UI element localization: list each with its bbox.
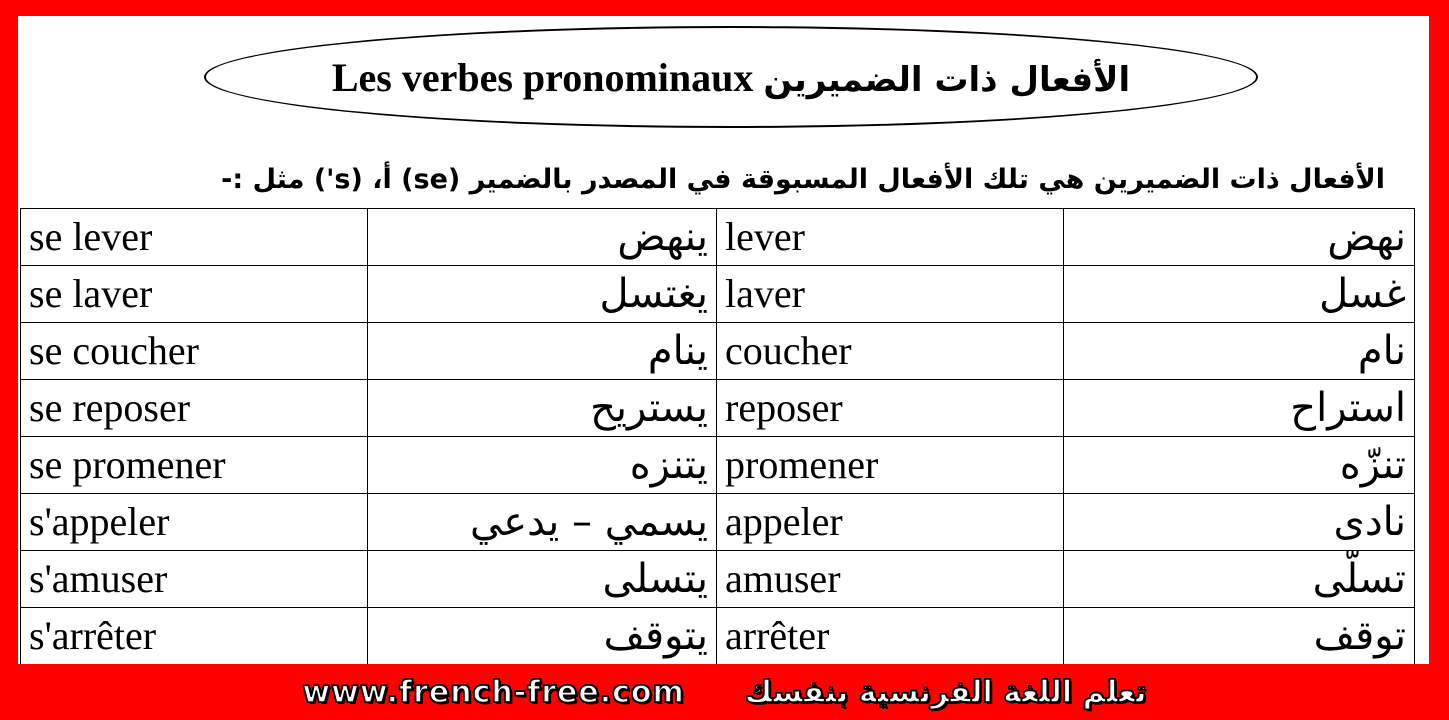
pronominal-verb-french: se reposer	[21, 380, 368, 437]
intro-sentence: الأفعال ذات الضميرين هي تلك الأفعال المسبوقة في المصدر بالضمير (se) أ، (s') مثل :-	[221, 164, 1385, 195]
table-row	[21, 494, 1415, 551]
table-row	[21, 551, 1415, 608]
pronominal-verb-french: s'arrêter	[21, 608, 368, 665]
table-row	[21, 437, 1415, 494]
pronominal-verb-arabic: يتنزه	[368, 437, 717, 494]
pronominal-verb-arabic: يتسلى	[368, 551, 717, 608]
verb-arabic: توقف	[1064, 608, 1415, 665]
title-arabic: الأفعال ذات الضميرين	[763, 59, 1131, 100]
verb-french: coucher	[717, 323, 1064, 380]
pronominal-verb-french: se laver	[21, 266, 368, 323]
pronominal-verb-french: s'amuser	[21, 551, 368, 608]
website-url[interactable]: www.french-free.com	[302, 674, 685, 710]
title-french: Les verbes pronominaux	[331, 54, 754, 100]
lesson-sheet	[18, 16, 1429, 664]
verb-french: amuser	[717, 551, 1064, 608]
pronominal-verb-french: se lever	[21, 209, 368, 266]
table-row	[21, 380, 1415, 437]
verb-french: reposer	[717, 380, 1064, 437]
pronominal-verb-arabic: ينهض	[368, 209, 717, 266]
verb-arabic: نهض	[1064, 209, 1415, 266]
slogan: تعلم اللغة الفرنسية بنفسك	[744, 674, 1147, 710]
verb-arabic: استراح	[1064, 380, 1415, 437]
verb-arabic: تنزّه	[1064, 437, 1415, 494]
pronominal-verb-arabic: يتوقف	[368, 608, 717, 665]
pronominal-verb-arabic: يغتسل	[368, 266, 717, 323]
table-row	[21, 323, 1415, 380]
table-row	[21, 266, 1415, 323]
title-ellipse	[204, 26, 1258, 128]
verb-french: promener	[717, 437, 1064, 494]
pronominal-verb-french: s'appeler	[21, 494, 368, 551]
verb-french: lever	[717, 209, 1064, 266]
table-row	[21, 209, 1415, 266]
verb-arabic: غسل	[1064, 266, 1415, 323]
pronominal-verb-arabic: يسمي – يدعي	[368, 494, 717, 551]
table-row	[21, 608, 1415, 665]
footer-banner	[0, 664, 1449, 720]
verb-arabic: تسلّى	[1064, 551, 1415, 608]
page-title	[332, 54, 1130, 101]
verb-arabic: نادى	[1064, 494, 1415, 551]
pronominal-verb-arabic: ينام	[368, 323, 717, 380]
pronominal-verb-french: se promener	[21, 437, 368, 494]
pronominal-verb-french: se coucher	[21, 323, 368, 380]
verb-french: appeler	[717, 494, 1064, 551]
verb-french: arrêter	[717, 608, 1064, 665]
verb-arabic: نام	[1064, 323, 1415, 380]
verb-french: laver	[717, 266, 1064, 323]
verbs-table	[20, 208, 1415, 664]
pronominal-verb-arabic: يستريح	[368, 380, 717, 437]
